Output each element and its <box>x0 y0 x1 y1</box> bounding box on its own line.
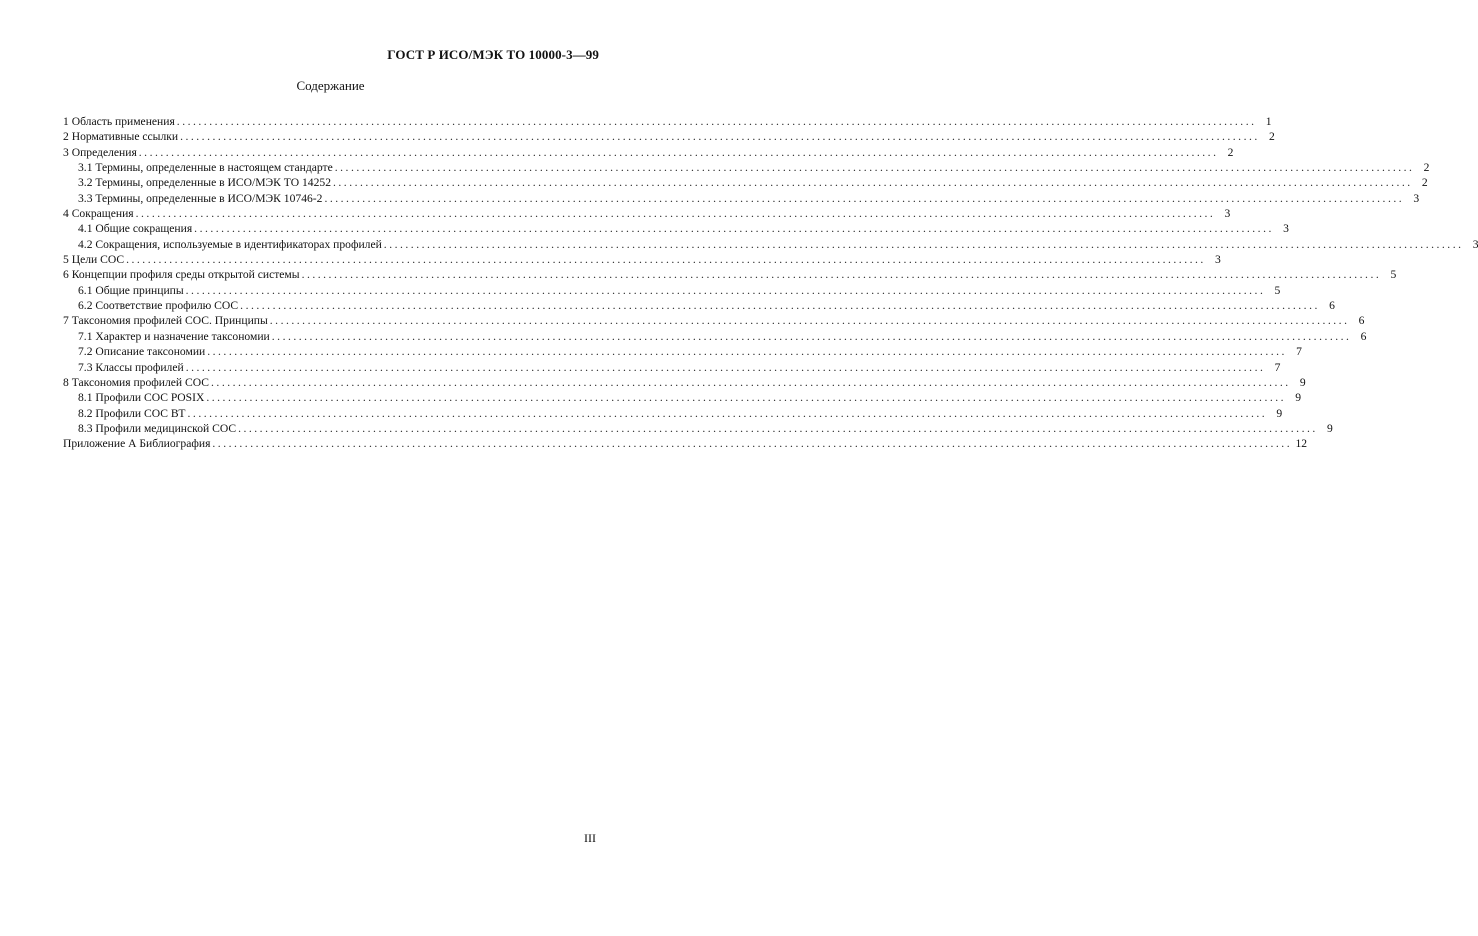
toc-entry-label: 3.3 Термины, определенные в ИСО/МЭК 10746-2 <box>78 191 323 205</box>
toc-entry-label: 6.2 Соответствие профилю СОС <box>78 299 239 313</box>
toc-entry[interactable] <box>63 114 1272 129</box>
toc-entry-label: 5 Цели СОС <box>63 253 125 267</box>
toc-entry-page: 9 <box>1299 375 1306 389</box>
document-code-header: ГОСТ Р ИСО/МЭК ТО 10000-3—99 <box>387 47 599 62</box>
toc-entry-label: Приложение А Библиография <box>63 437 211 451</box>
toc-dot-leader: ........................................................................................................................................................................................................ <box>185 360 1266 374</box>
toc-entry-label: 8.1 Профили СОС POSIX <box>78 391 205 405</box>
toc-entry[interactable] <box>63 252 1221 267</box>
toc-dot-leader: ........................................................................................................................................................................................................ <box>206 391 1287 405</box>
toc-entry[interactable] <box>63 221 1289 236</box>
toc-entry-label: 3.2 Термины, определенные в ИСО/МЭК ТО 14252 <box>78 176 331 190</box>
toc-entry[interactable] <box>63 175 1428 190</box>
toc-entry[interactable] <box>63 390 1302 405</box>
toc-entry[interactable] <box>63 206 1231 221</box>
toc-entry-page: 2 <box>1268 130 1275 144</box>
toc-entry-page: 5 <box>1390 268 1397 282</box>
toc-entry-page: 3 <box>1224 207 1231 221</box>
toc-dot-leader: ........................................................................................................................................................................................................ <box>301 268 1382 282</box>
toc-entry[interactable] <box>63 421 1333 436</box>
toc-dot-leader: ........................................................................................................................................................................................................ <box>135 207 1216 221</box>
toc-entry-label: 3.1 Термины, определенные в настоящем стандарте <box>78 161 333 175</box>
toc-dot-leader: ........................................................................................................................................................................................................ <box>187 406 1268 420</box>
toc-entry-label: 8.3 Профили медицинской СОС <box>78 421 237 435</box>
toc-entry-page: 2 <box>1423 161 1430 175</box>
toc-entry-page: 9 <box>1295 391 1302 405</box>
toc-entry[interactable] <box>63 313 1365 328</box>
toc-entry[interactable] <box>63 298 1335 313</box>
toc-dot-leader: ........................................................................................................................................................................................................ <box>212 437 1293 451</box>
toc-dot-leader: ........................................................................................................................................................................................................ <box>138 145 1219 159</box>
toc-dot-leader: ........................................................................................................................................................................................................ <box>324 191 1405 205</box>
toc-entry[interactable] <box>63 406 1283 421</box>
toc-entry[interactable] <box>63 267 1397 282</box>
toc-entry-page: 1 <box>1265 115 1272 128</box>
toc-entry[interactable] <box>63 160 1430 175</box>
toc-entry-label: 6.1 Общие принципы <box>78 283 184 297</box>
toc-dot-leader: ........................................................................................................................................................................................................ <box>126 253 1206 267</box>
toc-entry-page: 9 <box>1276 406 1283 420</box>
toc-entry-label: 7 Таксономия профилей СОС. Принципы <box>63 314 268 328</box>
toc-title: Содержание <box>296 78 365 93</box>
toc-dot-leader: ........................................................................................................................................................................................................ <box>238 421 1318 435</box>
toc-entry-label: 7.2 Описание таксономии <box>78 345 206 359</box>
toc-dot-leader: ........................................................................................................................................................................................................ <box>269 314 1350 328</box>
toc-entry-label: 7.1 Характер и назначение таксономии <box>78 329 270 343</box>
toc-dot-leader: ........................................................................................................................................................................................................ <box>207 345 1287 359</box>
toc-dot-leader: ........................................................................................................................................................................................................ <box>176 115 1257 128</box>
toc-dot-leader: ........................................................................................................................................................................................................ <box>240 299 1320 313</box>
toc-entry[interactable] <box>63 283 1281 298</box>
toc-entry-page: 6 <box>1360 329 1367 343</box>
toc-entry-page: 12 <box>1295 437 1308 451</box>
toc-entry[interactable] <box>63 191 1420 206</box>
page-number: III <box>584 831 596 845</box>
toc-entry-label: 6 Концепции профиля среды открытой системы <box>63 268 300 282</box>
toc-dot-leader: ........................................................................................................................................................................................................ <box>271 329 1352 343</box>
toc-entry-label: 4 Сокращения <box>63 207 134 221</box>
toc-dot-leader: ........................................................................................................................................................................................................ <box>334 161 1415 175</box>
toc-entry[interactable] <box>63 329 1367 344</box>
toc-dot-leader: ........................................................................................................................................................................................................ <box>185 283 1266 297</box>
toc-dot-leader: ........................................................................................................................................................................................................ <box>180 130 1260 144</box>
toc-entry-page: 3 <box>1413 191 1420 205</box>
toc-entry-label: 8 Таксономия профилей СОС <box>63 375 210 389</box>
toc-entry-page: 6 <box>1329 299 1335 313</box>
toc-entry-label: 8.2 Профили СОС ВТ <box>78 406 186 420</box>
toc-dot-leader: ........................................................................................................................................................................................................ <box>211 375 1291 389</box>
toc-entry-label: 3 Определения <box>63 145 137 159</box>
toc-entry[interactable] <box>63 129 1275 144</box>
toc-entry-label: 4.2 Сокращения, используемые в идентификаторах профилей <box>78 237 382 251</box>
toc-dot-leader: ........................................................................................................................................................................................................ <box>383 237 1464 251</box>
toc-entry-page: 7 <box>1296 345 1302 359</box>
toc-entry-label: 2 Нормативные ссылки <box>63 130 179 144</box>
toc-entry-label: 7.3 Классы профилей <box>78 360 184 374</box>
toc-entry-page: 3 <box>1472 237 1478 251</box>
toc-entry-page: 7 <box>1274 360 1281 374</box>
toc-entry-page: 9 <box>1326 421 1333 435</box>
toc-entry[interactable] <box>63 344 1302 359</box>
toc-entry-page: 3 <box>1283 222 1289 236</box>
toc-entry[interactable] <box>63 436 1308 451</box>
table-of-contents <box>63 114 1478 452</box>
toc-entry[interactable] <box>63 375 1306 390</box>
toc-entry-page: 2 <box>1421 176 1428 190</box>
toc-entry[interactable] <box>63 360 1281 375</box>
toc-entry[interactable] <box>63 237 1478 252</box>
toc-dot-leader: ........................................................................................................................................................................................................ <box>333 176 1413 190</box>
toc-entry-page: 3 <box>1214 253 1221 267</box>
toc-entry-page: 5 <box>1274 283 1281 297</box>
toc-entry-page: 6 <box>1358 314 1365 328</box>
toc-entry-page: 2 <box>1227 145 1234 159</box>
toc-entry-label: 1 Область применения <box>63 115 175 128</box>
toc-dot-leader: ........................................................................................................................................................................................................ <box>194 222 1274 236</box>
toc-entry-label: 4.1 Общие сокращения <box>78 222 193 236</box>
toc-entry[interactable] <box>63 145 1234 160</box>
